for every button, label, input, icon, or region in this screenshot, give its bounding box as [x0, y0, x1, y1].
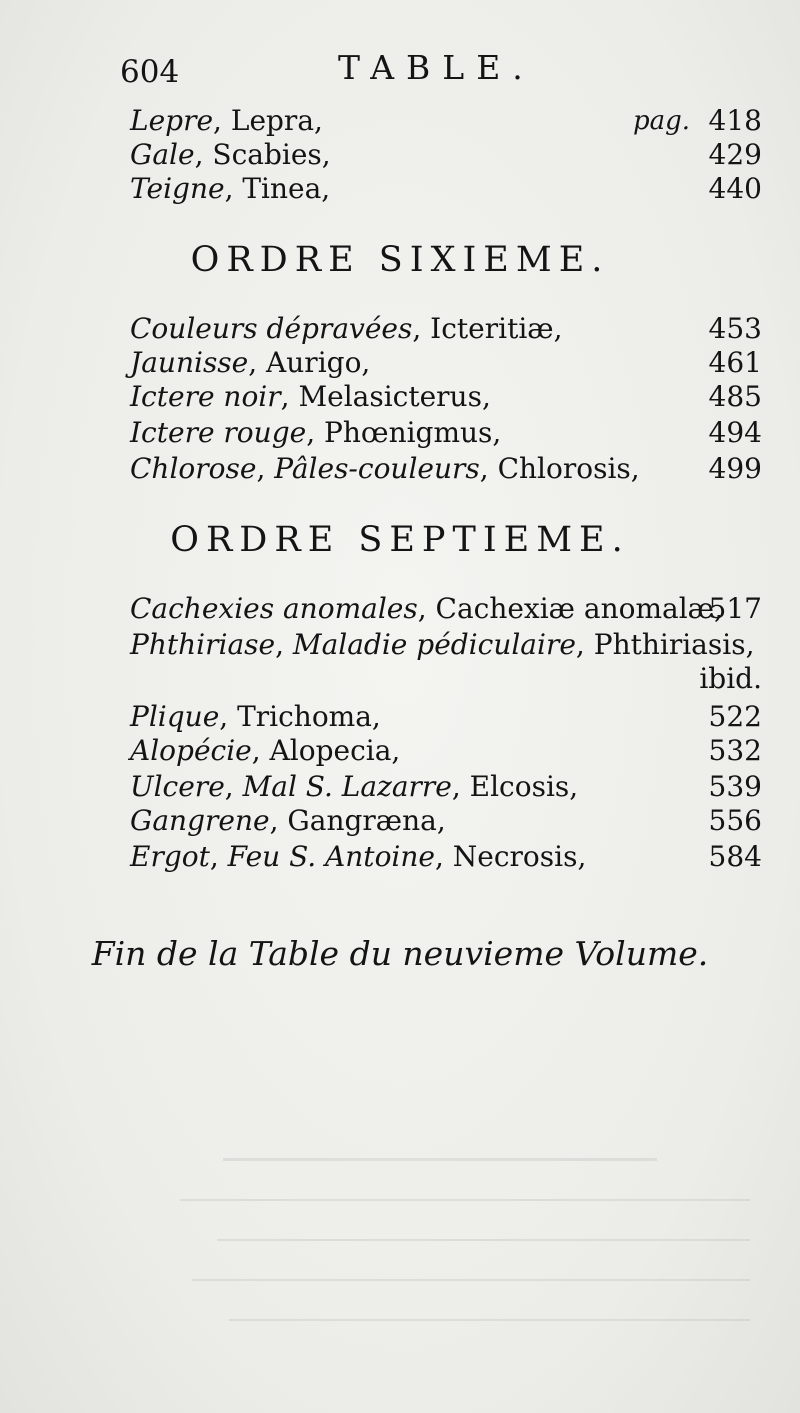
table-entry — [130, 770, 762, 804]
entry-term: Ictere noir — [130, 380, 281, 413]
table-entry — [130, 840, 762, 874]
entry-separator: , — [275, 628, 293, 661]
table-entry — [130, 700, 762, 734]
entry-page: 461 — [708, 346, 762, 379]
entry-term-secondary: Mal S. Lazarre — [242, 770, 452, 803]
entry-term: Chlorose — [130, 452, 257, 485]
table-entry — [130, 628, 762, 662]
entry-term: Ulcere — [130, 770, 225, 803]
entry-term: Cachexies anomales — [130, 592, 418, 625]
entry-term-secondary: Feu S. Antoine — [227, 840, 435, 873]
entry-page: 584 — [708, 840, 762, 873]
entry-latin: , Aurigo, — [248, 346, 371, 379]
table-entry — [130, 138, 762, 172]
table-entry — [130, 312, 762, 346]
entry-separator: , — [209, 840, 228, 873]
table-entry — [130, 592, 762, 626]
entry-page: 418 — [708, 104, 762, 137]
pag-abbreviation: pag. — [632, 106, 690, 136]
page-number: 604 — [120, 54, 180, 90]
entry-latin: , Lepra, — [213, 104, 323, 137]
entry-separator: , — [256, 452, 275, 485]
show-through-texture — [130, 1120, 750, 1350]
entry-latin: , Phœnigmus, — [306, 416, 502, 449]
entry-latin: , Chlorosis, — [479, 452, 640, 485]
entry-term: Gangrene — [130, 804, 270, 837]
entry-term: Lepre — [130, 104, 214, 137]
entry-page: 429 — [708, 138, 762, 171]
entry-term-secondary: Pâles-couleurs — [274, 452, 480, 485]
entry-term: Jaunisse — [130, 346, 249, 379]
entry-page: 517 — [708, 592, 762, 625]
entry-term: Teigne — [130, 172, 225, 205]
section-heading: ORDRE SEPTIEME. — [170, 520, 630, 560]
entry-latin: , Phthiriasis, — [575, 628, 755, 661]
entry-term: Gale — [130, 138, 195, 171]
entry-latin: , Tinea, — [224, 172, 331, 205]
entry-page: 522 — [708, 700, 762, 733]
entry-term: Phthiriase — [130, 628, 276, 661]
entry-page: 494 — [708, 416, 762, 449]
entry-term-secondary: Maladie pédiculaire — [292, 628, 576, 661]
table-entry — [130, 452, 762, 486]
table-entry — [130, 380, 762, 414]
entry-page: 453 — [708, 312, 762, 345]
table-entry — [130, 804, 762, 838]
table-entry — [130, 172, 762, 206]
entry-term: Couleurs dépravées — [130, 312, 413, 345]
table-entry — [130, 104, 762, 138]
entry-term: Alopécie — [130, 734, 252, 767]
entry-page: 532 — [708, 734, 762, 767]
entry-latin: , Cachexiæ anomalæ, — [417, 592, 723, 625]
entry-term: Ictere rouge — [130, 416, 307, 449]
entry-page: 499 — [708, 452, 762, 485]
entry-latin: , Melasicterus, — [280, 380, 491, 413]
colophon: Fin de la Table du neuvieme Volume. — [91, 934, 709, 973]
entry-latin: , Icteritiæ, — [412, 312, 563, 345]
entry-term: Ergot — [130, 840, 210, 873]
table-entry — [130, 416, 762, 450]
entry-page: 556 — [708, 804, 762, 837]
entry-page: 440 — [708, 172, 762, 205]
section-heading: ORDRE SIXIEME. — [190, 240, 610, 280]
entry-term: Plique — [130, 700, 220, 733]
running-head: TABLE. — [338, 48, 535, 87]
entry-page: 485 — [708, 380, 762, 413]
table-entry — [130, 346, 762, 380]
entry-latin: , Scabies, — [194, 138, 331, 171]
entry-page-ibid: ibid. — [699, 662, 762, 695]
entry-separator: , — [224, 770, 243, 803]
entry-page: 539 — [708, 770, 762, 803]
table-entry — [130, 734, 762, 768]
entry-latin: , Gangræna, — [269, 804, 446, 837]
entry-latin: , Alopecia, — [251, 734, 401, 767]
entry-latin: , Necrosis, — [434, 840, 587, 873]
page-header — [120, 48, 760, 98]
entry-latin: , Elcosis, — [451, 770, 579, 803]
entry-latin: , Trichoma, — [219, 700, 381, 733]
